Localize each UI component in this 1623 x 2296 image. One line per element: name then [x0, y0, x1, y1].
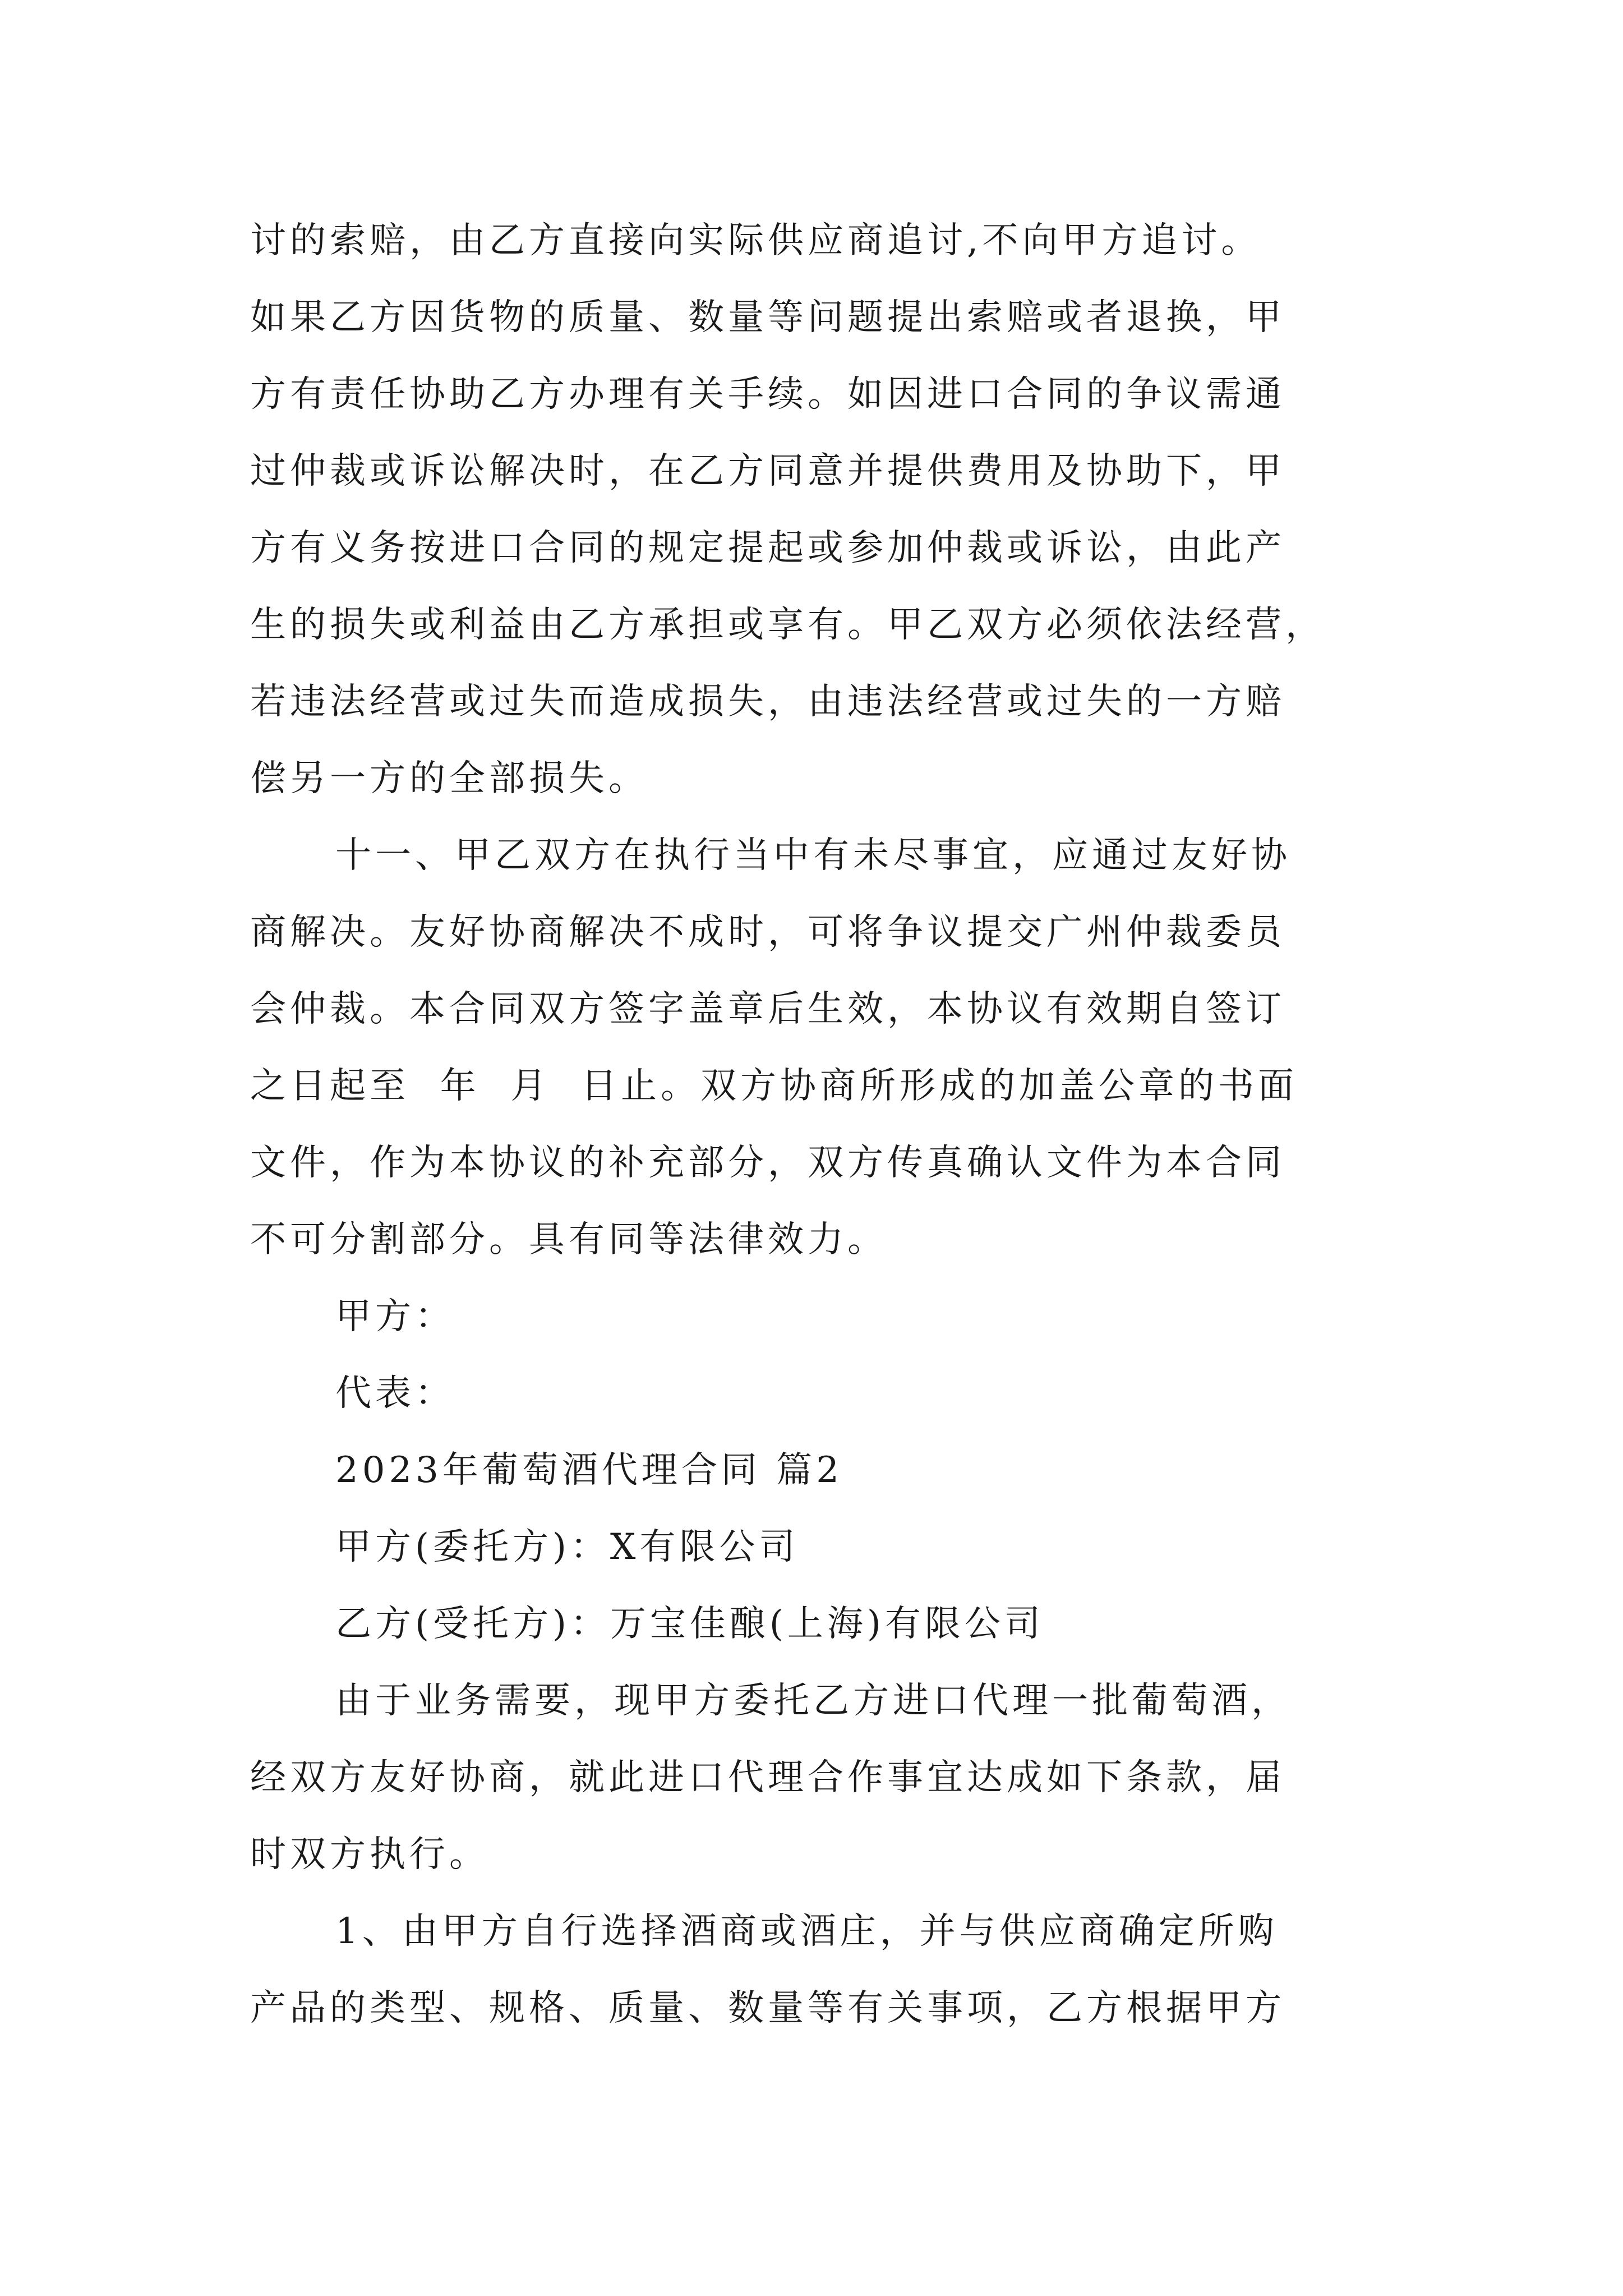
text-line: 讨的索赔，由乙方直接向实际供应商追讨,不向甲方追讨。: [250, 220, 1261, 261]
text-line: 产品的类型、规格、质量、数量等有关事项，乙方根据甲方: [250, 1987, 1285, 2029]
text-line: 方有责任协助乙方办理有关手续。如因进口合同的争议需通: [250, 374, 1285, 415]
section-heading: 2023年葡萄酒代理合同 篇2: [335, 1450, 843, 1491]
text-line: 方有义务按进口合同的规定提起或参加仲裁或诉讼，由此产: [250, 527, 1285, 569]
text-line: 生的损失或利益由乙方承担或享有。甲乙双方必须依法经营，: [250, 604, 1325, 646]
text-line: 时双方执行。: [250, 1834, 489, 1875]
text-line: 之日起至 年 月 日止。双方协商所形成的加盖公章的书面: [250, 1065, 1298, 1107]
representative-label: 代表：: [335, 1373, 455, 1414]
text-line: 文件，作为本协议的补充部分，双方传真确认文件为本合同: [250, 1142, 1285, 1184]
text-line: 偿另一方的全部损失。: [250, 758, 648, 799]
text-line: 1、由甲方自行选择酒商或酒庄，并与供应商确定所购: [335, 1911, 1278, 1952]
party-b-line: 乙方(受托方)：万宝佳酿(上海)有限公司: [335, 1603, 1044, 1645]
text-line: 若违法经营或过失而造成损失，由违法经营或过失的一方赔: [250, 681, 1285, 723]
party-a-signature-label: 甲方：: [335, 1296, 455, 1337]
party-a-line: 甲方(委托方)：X有限公司: [335, 1526, 799, 1568]
text-line: 过仲裁或诉讼解决时，在乙方同意并提供费用及协助下，甲: [250, 450, 1285, 492]
text-line: 商解决。友好协商解决不成时，可将争议提交广州仲裁委员: [250, 912, 1285, 953]
text-line: 十一、甲乙双方在执行当中有未尽事宜，应通过友好协: [335, 835, 1291, 876]
text-line: 如果乙方因货物的质量、数量等问题提出索赔或者退换，甲: [250, 297, 1285, 338]
text-line: 经双方友好协商，就此进口代理合作事宜达成如下条款，届: [250, 1757, 1285, 1798]
text-line: 会仲裁。本合同双方签字盖章后生效，本协议有效期自签订: [250, 988, 1285, 1030]
text-line: 由于业务需要，现甲方委托乙方进口代理一批葡萄酒，: [335, 1680, 1291, 1722]
text-line: 不可分割部分。具有同等法律效力。: [250, 1219, 887, 1260]
